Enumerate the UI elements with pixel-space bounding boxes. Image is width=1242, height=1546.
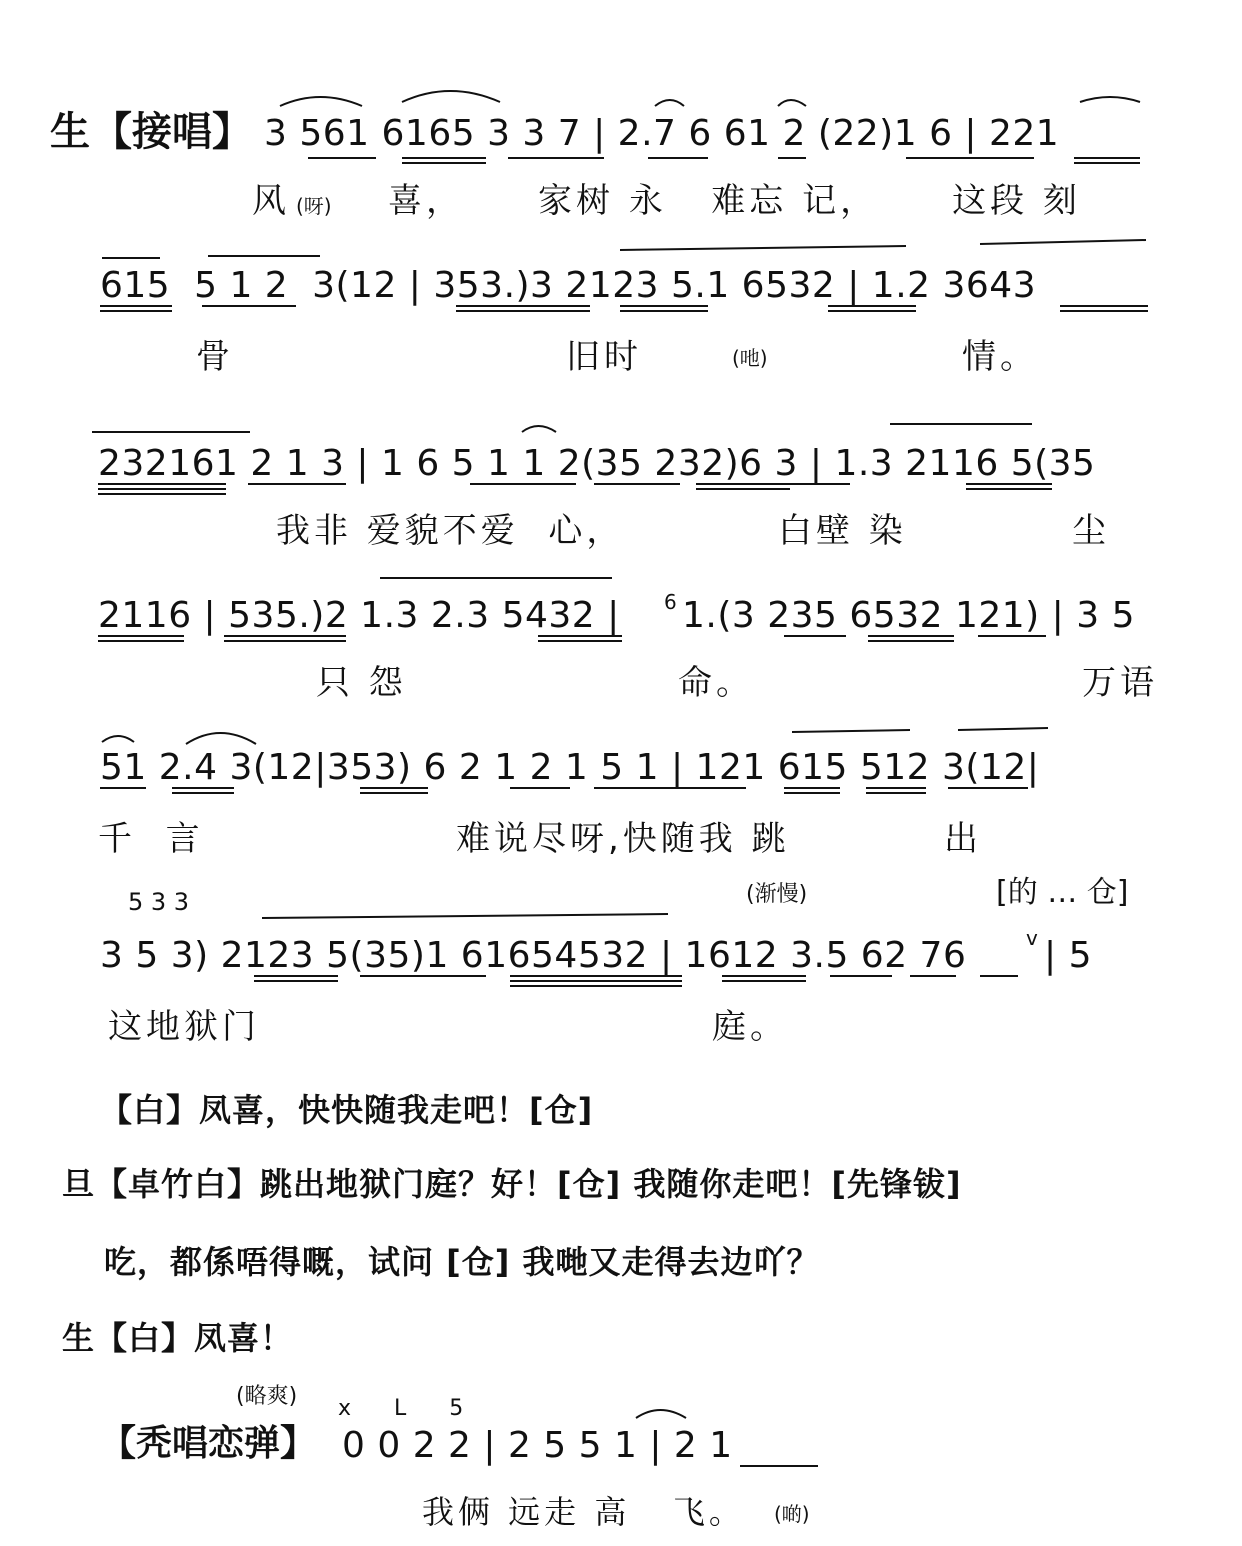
notes-above-line-6: 5 3 3 <box>128 888 190 916</box>
underline <box>98 484 1052 494</box>
percussion-marks: x L 5 <box>338 1396 482 1421</box>
tag-tuchang-liantan: 【秃唱恋弹】 <box>100 1423 317 1464</box>
underline <box>98 636 1046 641</box>
grace-note-6: 6 <box>664 590 677 614</box>
lyrics-line-5-c: 出 <box>944 819 982 859</box>
lyrics-line-3-a: 我非 爱貌不爱 心， <box>276 511 625 551</box>
dialogue-line-4: 生【白】凤喜！ <box>62 1319 294 1357</box>
slur <box>186 733 256 744</box>
lyrics-line-4-a: 只 怨 <box>316 663 407 703</box>
slur <box>778 100 806 106</box>
tag-jiechang: 【接唱】 <box>92 109 252 155</box>
notes-line-6-end: | 5 <box>1044 935 1092 976</box>
slur <box>402 91 500 102</box>
slur <box>1080 97 1140 102</box>
notes-line-1: 3 561 6165 3 3 7 | 2.7 6 61 2 (22)1 6 | 221 <box>264 113 1060 154</box>
dialogue-line-2: 旦【卓竹白】跳出地狱门庭？好！[仓] 我随你走吧！[先锋钹] <box>62 1165 962 1203</box>
slur <box>522 426 556 432</box>
tempo-mark-jianman: (渐慢) <box>746 882 808 907</box>
lyrics-line-4-c: 万语 <box>1082 663 1158 703</box>
lyrics-line-3-c: 尘 <box>1072 511 1110 551</box>
notes-line-5: 51 2.4 3(12|353) 6 2 1 2 1 5 1 | 121 615 512 3(12| <box>100 747 1040 788</box>
percussion-mark-1: [的 … 仓] <box>996 875 1129 910</box>
lyrics-line-1-a: 风 <box>252 181 290 221</box>
notes-line-4-b: 1.(3 235 6532 121) | 3 5 <box>682 595 1135 636</box>
tie <box>792 730 910 732</box>
role-sheng: 生 <box>50 109 90 155</box>
lyrics-line-1-small: (呀) <box>296 194 332 218</box>
lyrics-line-2-a: 骨 <box>196 337 234 377</box>
notes-section-2: 0 0 2 2 | 2 5 5 1 | 2 1 <box>342 1425 733 1466</box>
underline <box>100 788 1028 793</box>
slur <box>636 1410 686 1418</box>
lyrics-line-2-b: 旧时 <box>566 337 642 377</box>
lyrics-line-5-b: 难说尽呀,快随我 跳 <box>456 819 790 859</box>
tie <box>262 914 668 918</box>
notes-line-4-a: 2116 | 535.)2 1.3 2.3 5432 | <box>98 595 620 636</box>
lyrics-section-2-small: (啲) <box>774 1502 810 1526</box>
underline <box>100 306 1148 311</box>
tie <box>958 728 1048 730</box>
dialogue-line-1: 【白】凤喜，快快随我走吧！[仓] <box>100 1091 594 1129</box>
lyrics-line-2-c: 情。 <box>962 337 1038 377</box>
lyrics-line-6-b: 庭。 <box>712 1007 788 1047</box>
breath-mark: v <box>1026 926 1038 950</box>
lyrics-line-3-b: 白壁 染 <box>778 511 907 551</box>
tie <box>980 240 1146 244</box>
underline <box>254 976 1018 986</box>
slur <box>280 97 362 106</box>
lyrics-line-2-small: (吔) <box>732 346 768 370</box>
tie <box>620 246 906 250</box>
lyrics-line-5-a: 千 言 <box>98 819 204 859</box>
lyrics-line-6-a: 这地狱门 <box>108 1007 260 1047</box>
lyrics-line-1-b: 喜， 家树 永 难忘 记， 这段 刻 <box>388 181 1081 221</box>
dialogue-line-3: 吃，都係唔得嘅，试问 [仓] 我哋又走得去边吖？ <box>104 1243 820 1281</box>
slur <box>655 100 684 106</box>
underline <box>648 158 1140 163</box>
slur <box>102 736 134 742</box>
lyrics-line-4-b: 命。 <box>678 663 754 703</box>
notes-line-3: 232161 2 1 3 | 1 6 5 1 1 2(35 232)6 3 | 1.3 2116 5(35 <box>98 443 1096 484</box>
notes-line-6: 3 5 3) 2123 5(35)1 61654532 | 1612 3.5 62 76 <box>100 935 967 976</box>
tempo-mark-lueshuang: (略爽) <box>236 1384 298 1409</box>
lyrics-section-2: 我俩 远走 高 飞。 <box>422 1493 745 1531</box>
notes-line-2: 615 5 1 2 3(12 | 353.)3 2123 5.1 6532 | 1.2 3643 <box>100 265 1037 306</box>
underline <box>308 158 604 163</box>
